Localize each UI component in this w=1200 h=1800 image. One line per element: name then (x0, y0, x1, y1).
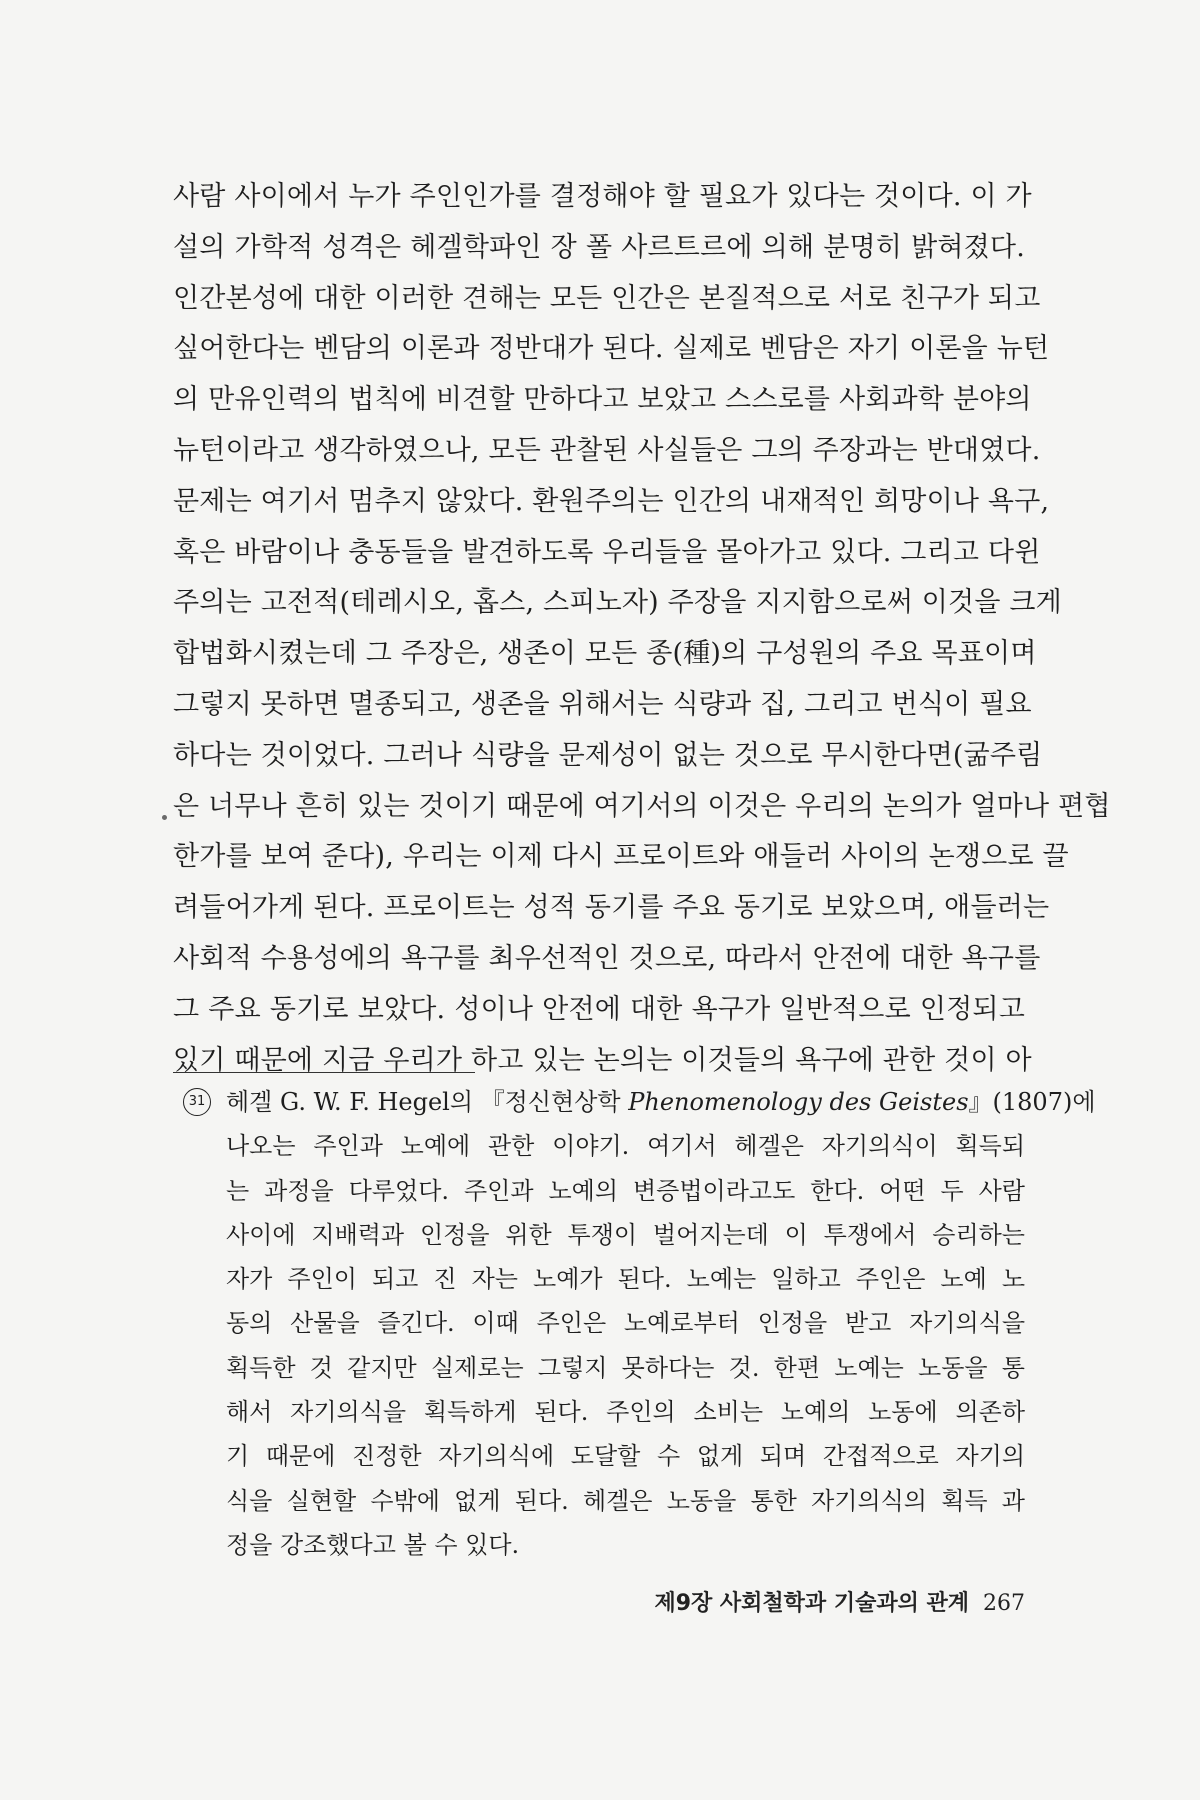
margin-mark (162, 815, 167, 820)
footnote-number-badge: 31 (183, 1088, 211, 1116)
body-line: 한가를 보여 준다), 우리는 이제 다시 프로이트와 애들러 사이의 논쟁으로 끌 (173, 841, 1069, 873)
body-line: 주의는 고전적(테레시오, 홉스, 스피노자) 주장을 지지함으로써 이것을 크게 (173, 587, 1062, 619)
body-line: 싶어한다는 벤담의 이론과 정반대가 된다. 실제로 벤담은 자기 이론을 뉴턴 (173, 333, 1050, 365)
footnote-line: 사이에 지배력과 인정을 위한 투쟁이 벌어지는데 이 투쟁에서 승리하는 (226, 1220, 1025, 1249)
body-line: 그렇지 못하면 멸종되고, 생존을 위해서는 식량과 집, 그리고 번식이 필요 (173, 688, 1032, 720)
footnote-citation-text: 헤겔 G. W. F. Hegel의 『정신현상학 (226, 1088, 629, 1116)
body-line: 려들어가게 된다. 프로이트는 성적 동기를 주요 동기로 보았으며, 애들러는 (173, 892, 1050, 924)
body-line: 문제는 여기서 멈추지 않았다. 환원주의는 인간의 내재적인 희망이나 욕구, (173, 485, 1050, 517)
body-line: 있기 때문에 지금 우리가 하고 있는 논의는 이것들의 욕구에 관한 것이 아 (173, 1044, 1032, 1076)
body-line: 혹은 바람이나 충동들을 발견하도록 우리들을 몰아가고 있다. 그리고 다윈 (173, 536, 1041, 568)
footnote-line: 는 과정을 다루었다. 주인과 노예의 변증법이라고도 한다. 어떤 두 사람 (226, 1176, 1025, 1205)
chapter-title: 제9장 사회철학과 기술과의 관계 (654, 1591, 969, 1616)
page-number: 267 (983, 1591, 1025, 1616)
body-line: 뉴턴이라고 생각하였으나, 모든 관찰된 사실들은 그의 주장과는 반대였다. (173, 434, 1041, 466)
footnote-line: 획득한 것 같지만 실제로는 그렇지 못하다는 것. 한편 노예는 노동을 통 (226, 1353, 1025, 1382)
body-line: 의 만유인력의 법칙에 비견할 만하다고 보았고 스스로를 사회과학 분야의 (173, 384, 1032, 416)
body-line: 하다는 것이었다. 그러나 식량을 문제성이 없는 것으로 무시한다면(굶주림 (173, 739, 1043, 771)
body-line: 인간본성에 대한 이러한 견해는 모든 인간은 본질적으로 서로 친구가 되고 (173, 282, 1041, 314)
body-line: 은 너무나 흔히 있는 것이기 때문에 여기서의 이것은 우리의 논의가 얼마나 편협 (173, 790, 1111, 822)
footnote-text (226, 1080, 1096, 1567)
footnote-book-title: Phenomenology des Geistes (628, 1088, 969, 1116)
footnote-citation-year: 』(1807)에 (968, 1088, 1096, 1116)
running-footer (600, 1586, 1025, 1617)
body-line: 그 주요 동기로 보았다. 성이나 안전에 대한 욕구가 일반적으로 인정되고 (173, 993, 1025, 1025)
footnote-line: 동의 산물을 즐긴다. 이때 주인은 노예로부터 인정을 받고 자기의식을 (226, 1309, 1025, 1338)
footnote-divider (173, 1072, 475, 1073)
footnote-line: 해서 자기의식을 획득하게 된다. 주인의 소비는 노예의 노동에 의존하 (226, 1398, 1025, 1427)
footnote-line: 자가 주인이 되고 진 자는 노예가 된다. 노예는 일하고 주인은 노예 노 (226, 1265, 1025, 1294)
body-line: 사람 사이에서 누가 주인인가를 결정해야 할 필요가 있다는 것이다. 이 가 (173, 181, 1032, 212)
body-line: 합법화시켰는데 그 주장은, 생존이 모든 종(種)의 구성원의 주요 목표이며 (173, 638, 1037, 670)
body-text (173, 172, 1111, 1086)
footnote-line: 식을 실현할 수밖에 없게 된다. 헤겔은 노동을 통한 자기의식의 획득 과 (226, 1486, 1025, 1515)
footnote-line (226, 1080, 1096, 1124)
body-line: 사회적 수용성에의 욕구를 최우선적인 것으로, 따라서 안전에 대한 욕구를 (173, 942, 1041, 974)
footnote-line: 나오는 주인과 노예에 관한 이야기. 여기서 헤겔은 자기의식이 획득되 (226, 1132, 1025, 1161)
footnote-line: 정을 강조했다고 볼 수 있다. (226, 1530, 520, 1559)
body-line: 설의 가학적 성격은 헤겔학파인 장 폴 사르트르에 의해 분명히 밝혀졌다. (173, 231, 1025, 263)
footnote-line: 기 때문에 진정한 자기의식에 도달할 수 없게 되며 간접적으로 자기의 (226, 1442, 1025, 1471)
